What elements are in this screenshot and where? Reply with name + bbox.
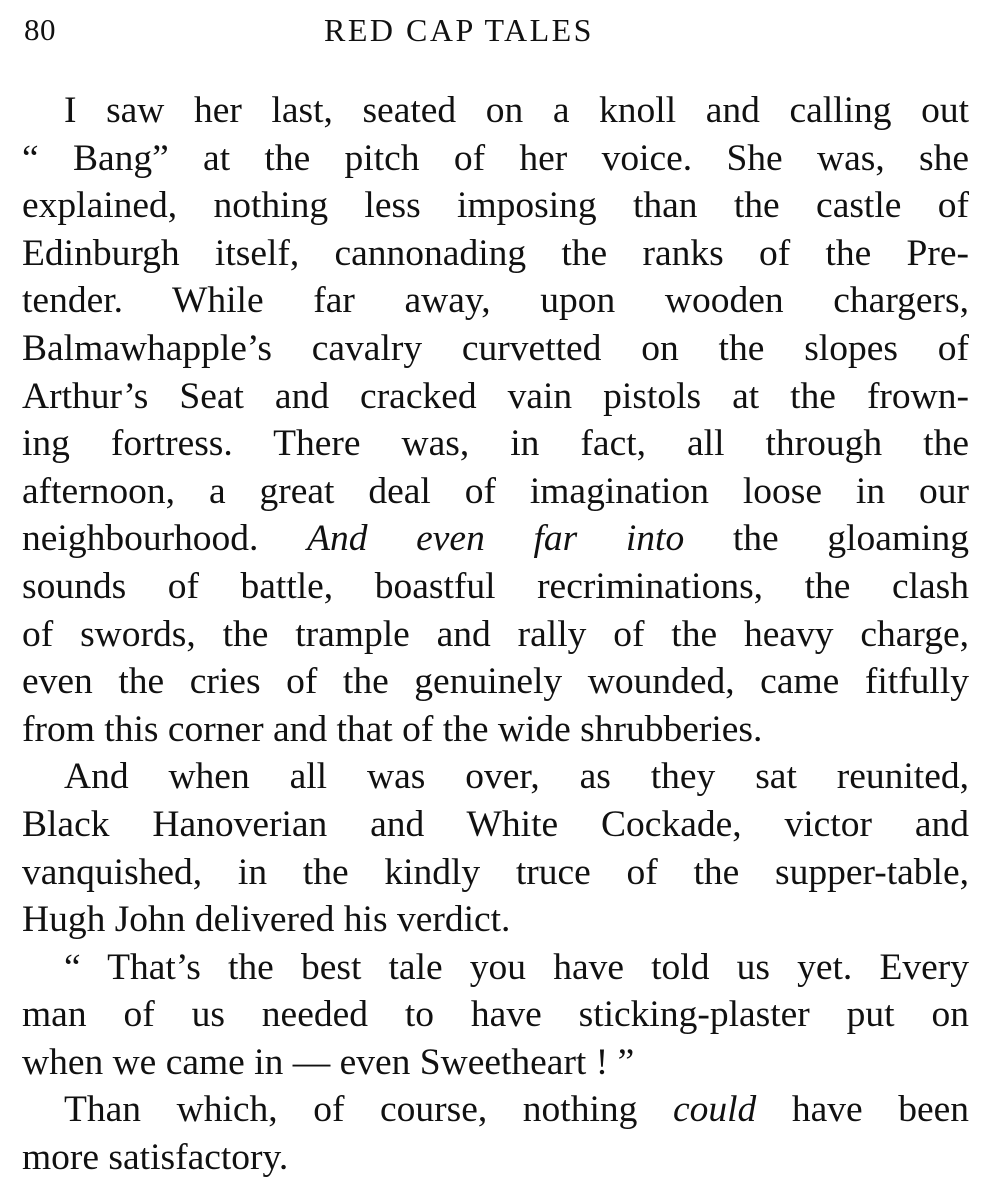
text-line: “ Bang” at the pitch of her voice. She was, she <box>22 137 969 179</box>
text-line: And when all was over, as they sat reunited, <box>64 756 969 798</box>
text-segment: the gloaming <box>684 518 969 560</box>
text-line: Hugh John delivered his verdict. <box>22 899 511 941</box>
text-line: even the cries of the genuinely wounded, came fitfully <box>22 661 969 703</box>
text-line: Edinburgh itself, cannonading the ranks of the Pre- <box>22 232 969 274</box>
text-line: more satisfactory. <box>22 1137 289 1179</box>
text-segment: have been <box>756 1089 970 1131</box>
text-line: afternoon, a great deal of imagination loose in our <box>22 470 969 512</box>
text-line <box>22 515 969 563</box>
text-line <box>22 1086 969 1134</box>
text-line: tender. While far away, upon wooden chargers, <box>22 280 969 322</box>
text-line: Balmawhapple’s cavalry curvetted on the slopes of <box>22 327 969 369</box>
text-line: of swords, the trample and rally of the heavy charge, <box>22 613 969 655</box>
running-title: RED CAP TALES <box>324 12 594 48</box>
text-segment: neighbourhood. <box>22 518 308 560</box>
italic-text: could <box>672 1089 757 1131</box>
text-line: ing fortress. There was, in fact, all through the <box>22 423 969 465</box>
text-line: “ That’s the best tale you have told us yet. Every <box>64 946 969 988</box>
body-text <box>22 87 969 1182</box>
text-line: Black Hanoverian and White Cockade, victor and <box>22 803 969 845</box>
text-line: vanquished, in the kindly truce of the supper-table, <box>22 851 969 893</box>
text-segment: Than which, of course, nothing <box>64 1089 673 1131</box>
text-line: explained, nothing less imposing than the castle of <box>22 185 969 227</box>
running-head <box>24 8 970 54</box>
text-line: I saw her last, seated on a knoll and calling out <box>64 90 969 131</box>
text-line: sounds of battle, boastful recriminations, the clash <box>22 565 969 607</box>
page-number: 80 <box>24 12 56 47</box>
text-line: when we came in — even Sweetheart ! ” <box>22 1041 635 1083</box>
text-line: Arthur’s Seat and cracked vain pistols at the frown- <box>22 375 969 417</box>
text-line: from this corner and that of the wide shrubberies. <box>22 708 763 750</box>
text-line: man of us needed to have sticking-plaster put on <box>22 994 969 1036</box>
italic-text: And even far into <box>307 518 685 560</box>
